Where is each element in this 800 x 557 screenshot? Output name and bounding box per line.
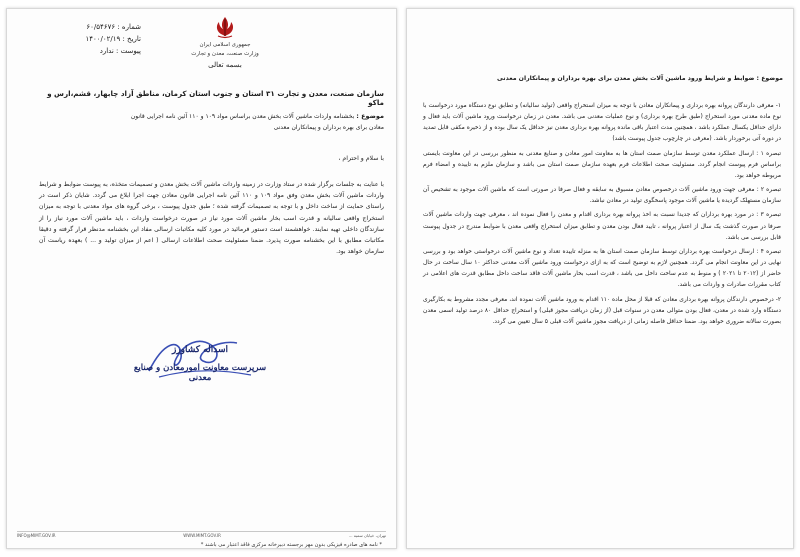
signatory-name: اسداله کشاورز [171, 345, 229, 355]
letter-attachment: پیوست : ندارد [99, 47, 141, 55]
footer-divider [17, 531, 386, 532]
footer-email: INFO@MIMT.GOV.IR [17, 533, 56, 538]
signature-block [119, 331, 269, 387]
signatory-title: سرپرست معاونت امورمعادن و صنایع معدنی [133, 363, 267, 383]
letter-number: شماره : ۶۰/۵۴۶۷۶ [86, 23, 141, 31]
letterhead-ministry: وزارت صنعت، معدن و تجارت [191, 51, 259, 57]
letter-subject [117, 111, 384, 133]
letter-footer [17, 533, 386, 538]
subject-label: موضوع : [356, 112, 384, 120]
annex-paragraph: تبصره ۳ : در مورد بهره برداران که جدیدا نسبت به اخذ پروانه بهره برداری اقدام و معدن را فعال نموده اند ، معرفی جهت واردات ماشین آلات صرفا در صورت گذشت یک سال از اعتبار پروانه ، تایید فعال بودن معدن و تطابق میزان استخراج واقعی معدن با ضوابط مندرج در جدول پیوست قابل بررسی می باشد. [423, 212, 782, 241]
annex-paragraph: ۱- معرفی دارندگان پروانه بهره برداری و پیمانکاران معادن با توجه به میزان استخراج واقعی (تولید سالیانه) و تطابق نوع دستگاه مورد درخواست با نوع ماده معدنی مورد استخراج (طبق طرح بهره برداری) و نوع عملیات معدنی می باشد. معدن در زمان درخواست ورود ماشین آلات باید فعال و دارای حداقل یکسال عملکرد باشد ، همچنین مدت اعتبار باقی مانده پروانه بهره برداری معدن نیز حداقل یک سال بوده و از ذخیره مکفی قابل تمدید در دوره آتی برخوردار باشد. (معرفی در چارچوب جدول پیوست باشد) [423, 103, 781, 143]
footer-note: * نامه های صادره فیزیکی بدون مهر برجسته دبیرخانه مرکزی فاقد اعتبار می باشند * [200, 542, 382, 548]
basmala: بسمه تعالی [208, 61, 242, 69]
annex-page [406, 8, 794, 549]
letter-meta [23, 21, 141, 57]
letterhead [175, 41, 275, 70]
iran-emblem-icon [212, 15, 238, 39]
annex-paragraph: تبصره ۲ : معرفی جهت ورود ماشین آلات درخصوص معادن مسبوق به سابقه و فعال صرفا در صورتی است که ماشین آلات موجود به تشخیص آن سازمان مستهلک گردیده یا ماشین آلات موجود پاسخگوی تولید در معادن نباشد. [423, 187, 782, 205]
annex-paragraph: تبصره ۴ : ارسال درخواست بهره برداران توسط سازمان صمت استان ها به منزله تاییده تعداد و نوع ماشین آلات درخواستی خواهد بود و بررسی نهایی در این معاونت انجام می گردد. همچنین لازم به توضیح است که به ازای درخواست ورود ماشین آلات معدنی حداکثر ۱۰ سال ساخت در حال حاضر از (۲۰۱۲ تا ۲۰۲۱ ) و منوط به عدم ساخت داخل می باشد ، قدرت اسب بخار ماشین آلات فاقد ساخت داخل مطابق قدرت های اعلامی در کتاب مقررات صادرات و واردات می باشد. [423, 248, 782, 289]
annex-paragraph: ۲- درخصوص دارندگان پروانه بهره برداری معادن که قبلا از محل ماده ۱۱۰ اقدام به ورود ماشین آلات نموده اند، معرفی مجدد مشروط به بکارگیری دستگاه وارد شده در معدن، فعال بودن متوالی معدن در سنوات قبل (از زمان دریافت مجوز قبلی) و استخراج حداقل ۸۰ درصد تولید اسمی معدن بصورت سالانه ضروری خواهد بود. ضمنا حداقل فاصله زمانی از دریافت مجوز ماشین آلات قبلی ۵ سال تعیین می گردد. [423, 296, 781, 325]
subject-text: بخشنامه واردات ماشین آلات بخش معدن براساس مواد ۱۰۹ و ۱۱۰ آئین نامه اجرایی قانون معادن برای بهره برداران و پیمانکاران معدنی [130, 113, 384, 131]
letter-page [6, 8, 397, 549]
letter-recipient: سازمان صنعت، معدن و تجارت ۳۱ استان و جنوب استان کرمان، مناطق آزاد چابهار، قشم،ارس و ماکو [47, 89, 384, 107]
letterhead-country: جمهوری اسلامی ایران [199, 42, 251, 48]
letter-date: تاریخ : ۱۴۰۰/۰۲/۱۹ [85, 35, 141, 43]
annex-title: موضوع : ضوابط و شرایط ورود ماشین آلات بخش معدن برای بهره برداران و پیمانکاران معدنی [497, 75, 783, 82]
letter-body: با عنایت به جلسات برگزار شده در ستاد وزارت در زمینه واردات ماشین آلات بخش معدن و تصمیمات متخذه، به پیوست ضوابط و شرایط واردات ماشین آلات بخش معدن وفق مواد ۱۰۹ و ۱۱۰ آئین نامه اجرایی قانون معادن جهت اجرا ابلاغ می گردد. شایان ذکر است در راستای حمایت از ساخت داخل و با توجه به تصمیمات گرفته شده ؛ طبق جدول پیوست ، برخی گروه های مواد معدنی با توجه به میزان استخراج واقعی سالیانه و قدرت اسب بخار ماشین آلات مورد نیاز در صورت درخواست واردات ، باید ماشین آلات مورد نیاز را از سازندگان داخلی تهیه نمایند. خواهشمند است دستور فرمائید در مورد کلیه مکاتبات ارسالی مفاد این بخشنامه مدنظر قرار گرفته و دقیقا مکاتبات مطابق با این بخشنامه صورت پذیرد. ضمنا مسئولیت صحت اطلاعات ارسالی ( اعم از میزان تولید و ... ) بعهده ریاست آن سازمان خواهد بود. [39, 181, 384, 256]
annex-body [423, 101, 781, 331]
letter-greeting: با سلام و احترام ، [338, 155, 384, 162]
annex-paragraph: تبصره ۱ : ارسال عملکرد معدن توسط سازمان صمت استان ها به معاونت امور معادن و صنایع معدنی به منظور بررسی در این معاونت بایستی براساس فرم پیوست انجام گردد. مسئولیت صحت اطلاعات فرم بعهده سازمان صمت استان می باشد و سازمان ملزم به تاییده و امضاء فرم مربوطه خواهد بود. [423, 150, 782, 179]
footer-address: تهران، خیابان سمیه ... [348, 533, 386, 538]
footer-website: WWW.MIMT.GOV.IR [183, 533, 221, 538]
